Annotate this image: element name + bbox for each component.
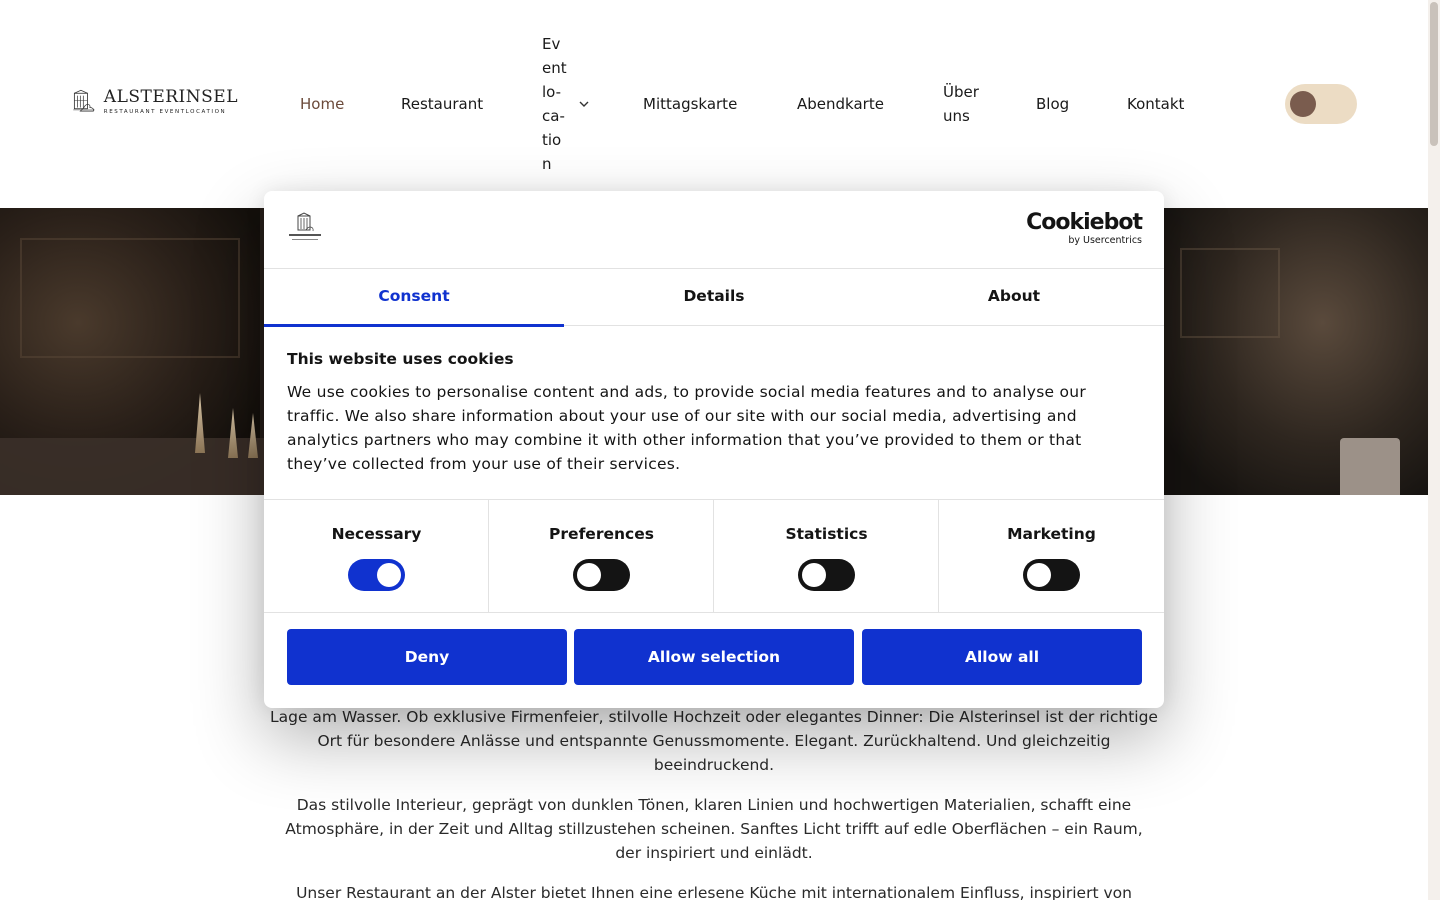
dialog-title: This website uses cookies — [287, 350, 514, 368]
category-preferences — [489, 500, 714, 613]
deny-button[interactable]: Deny — [287, 629, 567, 685]
allow-all-button[interactable]: Allow all — [862, 629, 1142, 685]
nav-ueber-uns[interactable]: Über uns — [943, 83, 979, 125]
consent-categories — [264, 499, 1164, 613]
cookiebot-brand: Cookiebot by Usercentrics — [1026, 210, 1142, 246]
logo-subtitle: RESTAURANT EVENTLOCATION — [103, 108, 227, 115]
chevron-down-icon[interactable] — [578, 100, 590, 108]
interior-paragraph: Das stilvolle Interieur, geprägt von dunklen Tönen, klaren Linien und hochwertigen Materialien, schafft eine Atmosphäre, in der Zeit und Alltag stillzustehen scheinen. Sanftes Licht trifft auf edle Oberflächen – ein Raum, der inspiriert und einlädt. — [285, 796, 1143, 862]
site-header — [0, 0, 1428, 208]
nav-home[interactable]: Home — [300, 95, 345, 113]
dialog-tabs — [264, 269, 1164, 326]
nav-restaurant[interactable]: Restaurant — [401, 95, 484, 113]
toggle-switch-icon — [1290, 91, 1316, 117]
marketing-toggle[interactable] — [1023, 559, 1080, 591]
site-logo[interactable] — [72, 82, 238, 120]
dialog-description: We use cookies to personalise content and ads, to provide social media features and to analyse our traffic. We also share information about your use of our site with our social media, advertising and analytics partners who may combine it with other information that you’ve provided to them or that they’ve collected from your use of their services. — [287, 383, 1086, 473]
tab-consent[interactable]: Consent — [264, 269, 564, 326]
logo-name: ALSTERINSEL — [103, 86, 238, 107]
category-label: Necessary — [331, 525, 422, 543]
nav-eventlocation[interactable]: Ev ent lo- ca- tio n — [542, 35, 567, 173]
nav-abendkarte[interactable]: Abendkarte — [797, 95, 884, 113]
preferences-toggle[interactable] — [573, 559, 630, 591]
allow-selection-button[interactable]: Allow selection — [574, 629, 854, 685]
category-statistics — [714, 500, 939, 613]
statistics-toggle[interactable] — [798, 559, 855, 591]
dialog-header — [264, 191, 1164, 269]
tab-details[interactable]: Details — [683, 287, 745, 305]
restaurant-paragraph: Unser Restaurant an der Alster bietet Ihnen eine erlesene Küche mit internationalem Einfluss, inspiriert von — [296, 884, 1132, 900]
nav-mittagskarte[interactable]: Mittagskarte — [643, 95, 738, 113]
category-label: Preferences — [549, 525, 654, 543]
cookie-consent-dialog — [264, 191, 1164, 708]
scrollbar-thumb[interactable] — [1430, 2, 1438, 146]
necessary-toggle[interactable] — [348, 559, 405, 591]
intro-paragraph: Lage am Wasser. Ob exklusive Firmenfeier, stilvolle Hochzeit oder elegantes Dinner: Die Alsterinsel ist der richtige Ort für besondere Anlässe und entspannte Genussmomente. Elegant. Zurückhaltend. Und gleichzeitig beeindruckend. — [270, 708, 1158, 774]
category-label: Statistics — [785, 525, 868, 543]
category-necessary — [264, 500, 489, 613]
nav-kontakt[interactable]: Kontakt — [1127, 95, 1185, 113]
site-logo-small-icon — [286, 211, 324, 247]
page-scrollbar[interactable] — [1428, 0, 1440, 900]
nav-blog[interactable]: Blog — [1036, 95, 1070, 113]
theme-toggle[interactable] — [1285, 84, 1357, 124]
tab-about[interactable]: About — [987, 287, 1041, 305]
category-label: Marketing — [1007, 525, 1096, 543]
category-marketing — [939, 500, 1164, 613]
building-logo-icon — [72, 82, 96, 120]
